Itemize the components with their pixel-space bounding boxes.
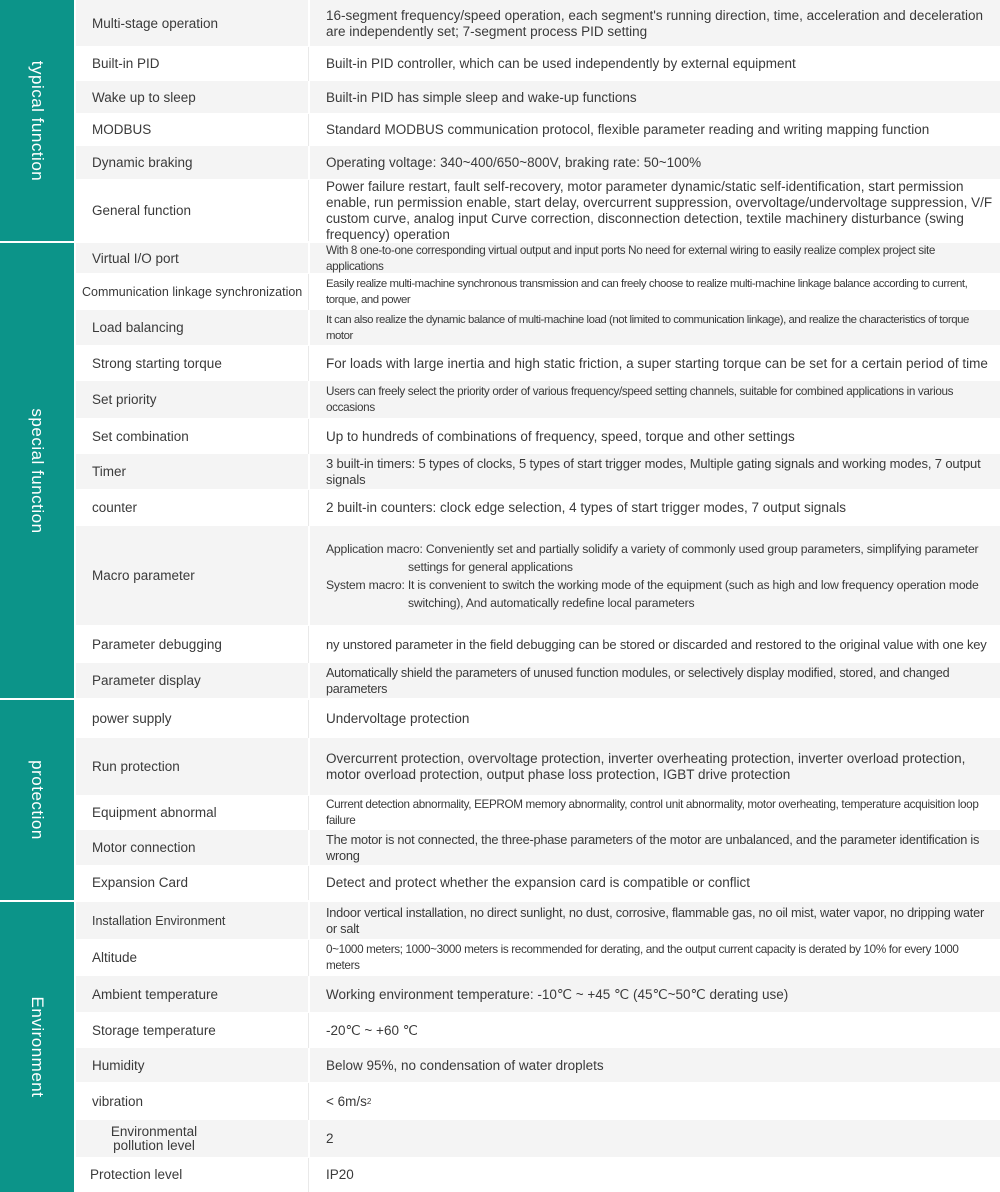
column-divider bbox=[308, 700, 309, 738]
row-description: Up to hundreds of combinations of frequency, speed, torque and other settings bbox=[326, 428, 795, 444]
row-name: Parameter display bbox=[92, 672, 201, 688]
column-divider bbox=[308, 796, 309, 830]
column-divider bbox=[308, 47, 309, 81]
row-name: Expansion Card bbox=[92, 875, 189, 890]
category-label: protection bbox=[28, 760, 47, 840]
row-name: Equipment abnormal bbox=[92, 805, 217, 820]
row-description: Built-in PID has simple sleep and wake-up functions bbox=[326, 89, 637, 105]
row-description: For loads with large inertia and high static friction, a super starting torque can be set for a certain period of time bbox=[326, 355, 988, 371]
table-row bbox=[76, 526, 1000, 626]
row-description: Users can freely select the priority order of various frequency/speed setting channels, suitable for combined applications in various occasions bbox=[326, 385, 954, 414]
row-name: Humidity bbox=[92, 1057, 145, 1073]
row-name: Load balancing bbox=[92, 320, 184, 335]
category-label: typical function bbox=[28, 60, 47, 181]
row-description: Overcurrent protection, overvoltage protection, inverter overheating protection, inverter overload protection, motor overload protection, output phase loss protection, IGBT drive protection bbox=[326, 751, 966, 782]
row-description: IP20 bbox=[326, 1167, 354, 1182]
row-description: 3 built-in timers: 5 types of clocks, 5 types of start trigger modes, Multiple gating signals and working modes, 7 output signals bbox=[326, 456, 981, 487]
vibration-value: < 6m/s bbox=[326, 1093, 367, 1109]
row-description: Working environment temperature: -10℃ ~ +45 ℃ (45℃~50℃ derating use) bbox=[326, 986, 789, 1002]
row-name: Set combination bbox=[92, 428, 189, 444]
column-divider bbox=[308, 346, 309, 381]
column-divider bbox=[308, 180, 309, 241]
row-description: Operating voltage: 340~400/650~800V, braking rate: 50~100% bbox=[326, 155, 702, 170]
row-description: 2 bbox=[326, 1131, 334, 1146]
row-description: 16-segment frequency/speed operation, each segment's running direction, time, acceleration and deceleration are independently set; 7-segment process PID setting bbox=[326, 7, 983, 39]
table-row bbox=[76, 830, 1000, 866]
table-row bbox=[76, 454, 1000, 490]
table-row bbox=[76, 663, 1000, 698]
row-description: Current detection abnormality, EEPROM memory abnormality, control unit abnormality, motor overheating, temperature acquisition loop failure bbox=[326, 798, 979, 827]
row-name: power supply bbox=[92, 711, 172, 726]
table-row bbox=[76, 490, 1000, 526]
table-row bbox=[76, 146, 1000, 180]
column-divider bbox=[308, 1083, 309, 1120]
column-divider bbox=[308, 1158, 309, 1192]
row-name: vibration bbox=[92, 1093, 144, 1109]
table-row bbox=[76, 1120, 1000, 1158]
row-description: Built-in PID controller, which can be used independently by external equipment bbox=[326, 56, 796, 71]
row-name: Installation Environment bbox=[92, 914, 226, 928]
vibration-exponent: 2 bbox=[366, 1096, 372, 1106]
row-description: Standard MODBUS communication protocol, flexible parameter reading and writing mapping function bbox=[326, 122, 930, 137]
row-name: Parameter debugging bbox=[92, 636, 222, 652]
row-description: Indoor vertical installation, no direct sunlight, no dust, corrosive, flammable gas, no oil mist, water vapor, no dripping water or salt bbox=[326, 905, 984, 936]
row-name: General function bbox=[92, 202, 192, 218]
row-description: With 8 one-to-one corresponding virtual output and input ports No need for external wiring to easily realize complex project site applications bbox=[326, 243, 936, 273]
application-macro-text: Application macro: Conveniently set and partially solidify a variety of commonly used group parameters, simplifying parameter settings for general applications bbox=[326, 542, 979, 574]
table-row bbox=[76, 346, 1000, 381]
table-row bbox=[76, 180, 1000, 241]
column-divider bbox=[308, 274, 309, 310]
table-row bbox=[76, 1158, 1000, 1192]
table-row bbox=[76, 114, 1000, 146]
table-row bbox=[76, 700, 1000, 738]
row-description: 0~1000 meters; 1000~3000 meters is recommended for derating, and the output current capacity is derated by 10% for every 1000 meters bbox=[326, 943, 959, 972]
table-row bbox=[76, 1013, 1000, 1048]
table-row bbox=[76, 47, 1000, 81]
table-row bbox=[76, 310, 1000, 346]
row-name: Protection level bbox=[90, 1167, 183, 1182]
table-row bbox=[76, 796, 1000, 830]
row-description: The motor is not connected, the three-phase parameters of the motor are unbalanced, and the parameter identification is wrong bbox=[326, 832, 980, 863]
table-row bbox=[76, 626, 1000, 663]
column-divider bbox=[308, 419, 309, 454]
row-name: Macro parameter bbox=[92, 568, 195, 583]
macro-description bbox=[326, 540, 994, 612]
category-label: Environment bbox=[28, 996, 47, 1098]
row-name: Dynamic braking bbox=[92, 155, 193, 170]
table-row bbox=[76, 1048, 1000, 1083]
category-band-typical bbox=[0, 0, 74, 241]
row-description bbox=[310, 1083, 994, 1120]
row-name: Altitude bbox=[92, 950, 138, 965]
row-description: Automatically shield the parameters of unused function modules, or selectively display modified, stored, and changed parameters bbox=[326, 665, 950, 696]
table-row bbox=[76, 738, 1000, 796]
table-row bbox=[76, 419, 1000, 454]
table-row bbox=[76, 902, 1000, 940]
row-name: Set priority bbox=[92, 392, 157, 407]
row-description: Detect and protect whether the expansion card is compatible or conflict bbox=[326, 875, 750, 890]
row-description: Easily realize multi-machine synchronous transmission and can freely choose to realize multi-machine linkage balance according to current, torque, and power bbox=[326, 278, 968, 306]
row-name: Multi-stage operation bbox=[92, 15, 219, 31]
column-divider bbox=[308, 940, 309, 976]
row-name: Timer bbox=[92, 464, 126, 479]
table-row bbox=[76, 1083, 1000, 1120]
column-divider bbox=[308, 626, 309, 663]
row-description: Power failure restart, fault self-recovery, motor parameter dynamic/static self-identification, start permission enable, run permission enable, start delay, overcurrent suppression, overvoltage/undervoltage suppression, V/F custom curve, analog input Curve correction, disconnection detection, textile machinery disturbance (swing frequency) operation bbox=[326, 178, 993, 242]
row-name: Strong starting torque bbox=[92, 355, 222, 371]
row-description: Undervoltage protection bbox=[326, 711, 470, 726]
table-row bbox=[76, 940, 1000, 976]
table-row bbox=[76, 81, 1000, 114]
table-row bbox=[76, 243, 1000, 274]
system-macro-text: System macro: It is convenient to switch the working mode of the equipment (such as high and low frequency operation mode switching), And automatically redefine local parameters bbox=[326, 578, 979, 610]
row-description: ny unstored parameter in the field debugging can be stored or discarded and restored to the original value with one key bbox=[326, 636, 987, 652]
row-name: Run protection bbox=[92, 759, 180, 774]
category-band-protection bbox=[0, 700, 74, 900]
row-description bbox=[310, 526, 994, 626]
table-row bbox=[76, 274, 1000, 310]
column-divider bbox=[308, 490, 309, 526]
category-label: special function bbox=[28, 407, 47, 534]
row-name: Communication linkage synchronization bbox=[82, 285, 303, 299]
row-name: Wake up to sleep bbox=[92, 89, 196, 105]
table-row bbox=[76, 381, 1000, 419]
row-description: -20℃ ~ +60 ℃ bbox=[326, 1022, 418, 1038]
row-name: Built-in PID bbox=[92, 56, 160, 71]
row-name: Environmental pollution level bbox=[110, 1124, 198, 1153]
column-divider bbox=[308, 1013, 309, 1048]
table-row bbox=[76, 976, 1000, 1013]
category-band-special bbox=[0, 243, 74, 698]
row-name: Virtual I/O port bbox=[92, 250, 179, 266]
row-name: Motor connection bbox=[92, 840, 196, 855]
row-name: Ambient temperature bbox=[92, 986, 219, 1002]
row-description: It can also realize the dynamic balance of multi-machine load (not limited to communication linkage), and realize the characteristics of torque motor bbox=[326, 314, 969, 342]
row-description: 2 built-in counters: clock edge selection, 4 types of start trigger modes, 7 output signals bbox=[326, 500, 847, 515]
table-row bbox=[76, 866, 1000, 900]
category-band-environment bbox=[0, 902, 74, 1192]
row-name: Storage temperature bbox=[92, 1022, 216, 1038]
column-divider bbox=[308, 114, 309, 146]
row-name: MODBUS bbox=[92, 122, 152, 137]
column-divider bbox=[308, 866, 309, 900]
row-name: counter bbox=[92, 500, 138, 515]
row-description: Below 95%, no condensation of water droplets bbox=[326, 1057, 604, 1073]
table-row bbox=[76, 0, 1000, 47]
